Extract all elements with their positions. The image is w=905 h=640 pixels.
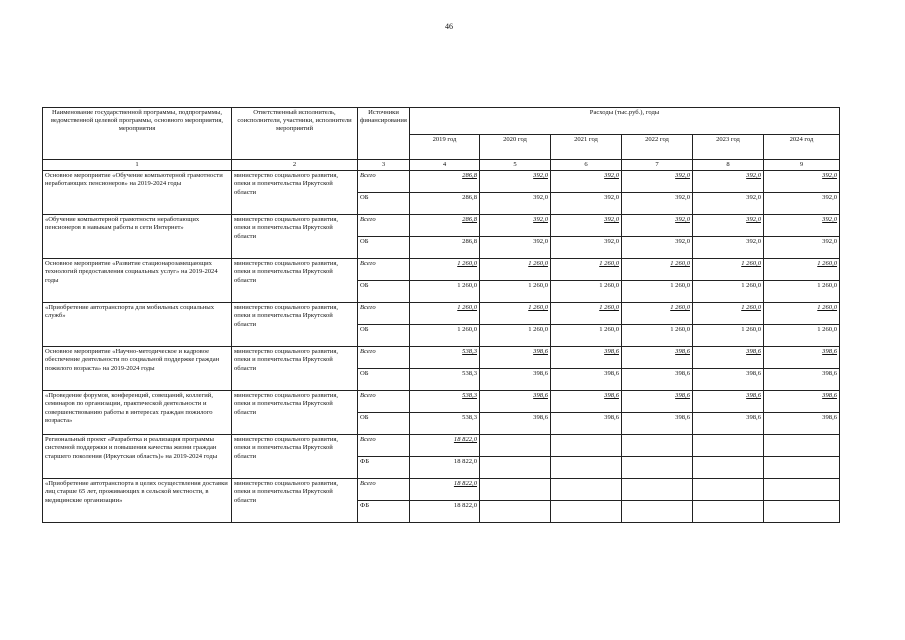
total-label: Всего xyxy=(358,259,410,281)
header-year: 2022 год xyxy=(622,135,693,160)
source-value xyxy=(693,457,764,479)
total-value: 392,0 xyxy=(693,171,764,193)
source-value xyxy=(693,501,764,523)
source-value xyxy=(764,457,840,479)
event-name: Региональный проект «Разработка и реализация программы системной поддержки и повышения качества жизни граждан старшего поколения (Иркутская область)» на 2019-2024 годы xyxy=(43,435,232,479)
responsible-executor: министерство социального развития, опеки и попечительства Иркутской области xyxy=(232,391,358,435)
total-value: 392,0 xyxy=(622,171,693,193)
source-value: 286,8 xyxy=(410,237,480,259)
total-value: 398,6 xyxy=(622,347,693,369)
column-number: 8 xyxy=(693,160,764,171)
responsible-executor: министерство социального развития, опеки и попечительства Иркутской области xyxy=(232,347,358,391)
source-value: 392,0 xyxy=(480,193,551,215)
source-value: 538,3 xyxy=(410,369,480,391)
total-label: Всего xyxy=(358,215,410,237)
total-value: 1 260,0 xyxy=(410,303,480,325)
event-name: Основное мероприятие «Развитие стационарозамещающих технологий предоставления социальных услуг» на 2019-2024 годы xyxy=(43,259,232,303)
total-value: 392,0 xyxy=(764,171,840,193)
table-row xyxy=(43,303,840,325)
column-number: 7 xyxy=(622,160,693,171)
budget-table xyxy=(42,107,840,523)
source-value xyxy=(480,457,551,479)
responsible-executor: министерство социального развития, опеки и попечительства Иркутской области xyxy=(232,171,358,215)
total-value: 538,3 xyxy=(410,391,480,413)
total-value: 392,0 xyxy=(764,215,840,237)
source-value: 398,6 xyxy=(764,369,840,391)
source-label: ОБ xyxy=(358,237,410,259)
column-number: 3 xyxy=(358,160,410,171)
source-value: 1 260,0 xyxy=(410,325,480,347)
total-value: 392,0 xyxy=(480,171,551,193)
responsible-executor: министерство социального развития, опеки и попечительства Иркутской области xyxy=(232,479,358,523)
column-number: 6 xyxy=(551,160,622,171)
column-number: 4 xyxy=(410,160,480,171)
total-value: 1 260,0 xyxy=(551,259,622,281)
total-value xyxy=(693,435,764,457)
source-value: 538,3 xyxy=(410,413,480,435)
header-year: 2019 год xyxy=(410,135,480,160)
source-value: 1 260,0 xyxy=(551,325,622,347)
total-value xyxy=(764,479,840,501)
column-number: 9 xyxy=(764,160,840,171)
total-value xyxy=(693,479,764,501)
source-value xyxy=(551,457,622,479)
table-row xyxy=(43,479,840,501)
source-value xyxy=(622,457,693,479)
total-value: 398,6 xyxy=(551,391,622,413)
total-label: Всего xyxy=(358,479,410,501)
source-value: 392,0 xyxy=(764,237,840,259)
total-value xyxy=(551,435,622,457)
total-value: 18 822,0 xyxy=(410,435,480,457)
header-year: 2021 год xyxy=(551,135,622,160)
total-value: 1 260,0 xyxy=(764,259,840,281)
source-value: 1 260,0 xyxy=(764,281,840,303)
total-value: 398,6 xyxy=(622,391,693,413)
source-value xyxy=(551,501,622,523)
total-value: 392,0 xyxy=(693,215,764,237)
source-value xyxy=(764,501,840,523)
source-value: 18 822,0 xyxy=(410,457,480,479)
responsible-executor: министерство социального развития, опеки и попечительства Иркутской области xyxy=(232,215,358,259)
source-value: 398,6 xyxy=(622,413,693,435)
header-year: 2024 год xyxy=(764,135,840,160)
source-value xyxy=(622,501,693,523)
event-name: Основное мероприятие «Обучение компьютерной грамотности неработающих пенсионеров» на 2019-2024 годы xyxy=(43,171,232,215)
source-value: 392,0 xyxy=(622,237,693,259)
total-label: Всего xyxy=(358,391,410,413)
header-year: 2020 год xyxy=(480,135,551,160)
source-value: 398,6 xyxy=(693,413,764,435)
responsible-executor: министерство социального развития, опеки и попечительства Иркутской области xyxy=(232,303,358,347)
total-value: 398,6 xyxy=(764,391,840,413)
source-label: ФБ xyxy=(358,457,410,479)
total-value: 392,0 xyxy=(480,215,551,237)
table-row xyxy=(43,215,840,237)
source-value: 286,8 xyxy=(410,193,480,215)
source-label: ОБ xyxy=(358,281,410,303)
source-value: 1 260,0 xyxy=(764,325,840,347)
event-name: Основное мероприятие «Научно-методическое и кадровое обеспечение деятельности по социальной поддержке граждан пожилого возраста» на 2019-2024 годы xyxy=(43,347,232,391)
total-label: Всего xyxy=(358,303,410,325)
page-number: 46 xyxy=(445,22,453,31)
source-value: 1 260,0 xyxy=(622,325,693,347)
source-value: 392,0 xyxy=(480,237,551,259)
source-value: 392,0 xyxy=(764,193,840,215)
source-value: 392,0 xyxy=(551,237,622,259)
total-value xyxy=(551,479,622,501)
total-value: 1 260,0 xyxy=(410,259,480,281)
total-label: Всего xyxy=(358,347,410,369)
source-value: 398,6 xyxy=(551,369,622,391)
column-number: 2 xyxy=(232,160,358,171)
source-value: 398,6 xyxy=(764,413,840,435)
total-value: 286,8 xyxy=(410,215,480,237)
total-value xyxy=(764,435,840,457)
total-value: 1 260,0 xyxy=(693,259,764,281)
responsible-executor: министерство социального развития, опеки и попечительства Иркутской области xyxy=(232,435,358,479)
total-value: 1 260,0 xyxy=(480,303,551,325)
header-sources: Источники финансирования xyxy=(358,108,410,160)
source-value: 392,0 xyxy=(693,193,764,215)
responsible-executor: министерство социального развития, опеки и попечительства Иркутской области xyxy=(232,259,358,303)
source-label: ОБ xyxy=(358,325,410,347)
source-label: ОБ xyxy=(358,193,410,215)
total-value: 398,6 xyxy=(480,391,551,413)
source-value: 1 260,0 xyxy=(693,325,764,347)
total-value: 1 260,0 xyxy=(551,303,622,325)
total-value xyxy=(480,435,551,457)
total-value: 392,0 xyxy=(551,171,622,193)
event-name: «Обучение компьютерной грамотности неработающих пенсионеров в навыкам работы в сети Интернет» xyxy=(43,215,232,259)
total-label: Всего xyxy=(358,171,410,193)
source-value: 18 822,0 xyxy=(410,501,480,523)
total-value: 1 260,0 xyxy=(622,303,693,325)
source-value: 392,0 xyxy=(551,193,622,215)
header-expenses: Расходы (тыс.руб.), годы xyxy=(410,108,840,135)
column-number: 1 xyxy=(43,160,232,171)
column-number: 5 xyxy=(480,160,551,171)
total-value: 392,0 xyxy=(551,215,622,237)
source-value: 392,0 xyxy=(693,237,764,259)
total-value: 1 260,0 xyxy=(622,259,693,281)
total-value: 286,8 xyxy=(410,171,480,193)
total-value xyxy=(622,479,693,501)
header-name: Наименование государственной программы, подпрограммы, ведомственной целевой программы, основного мероприятия, мероприятия xyxy=(43,108,232,160)
source-value: 398,6 xyxy=(480,369,551,391)
table-row xyxy=(43,347,840,369)
source-value: 398,6 xyxy=(480,413,551,435)
total-value: 398,6 xyxy=(764,347,840,369)
source-value xyxy=(480,501,551,523)
source-value: 1 260,0 xyxy=(551,281,622,303)
total-value: 398,6 xyxy=(551,347,622,369)
source-value: 1 260,0 xyxy=(410,281,480,303)
total-value: 398,6 xyxy=(480,347,551,369)
source-label: ОБ xyxy=(358,413,410,435)
source-label: ФБ xyxy=(358,501,410,523)
total-value: 1 260,0 xyxy=(764,303,840,325)
event-name: «Приобретение автотранспорта для мобильных социальных служб» xyxy=(43,303,232,347)
total-value xyxy=(622,435,693,457)
source-value: 1 260,0 xyxy=(693,281,764,303)
total-value: 398,6 xyxy=(693,347,764,369)
total-value xyxy=(480,479,551,501)
source-value: 1 260,0 xyxy=(622,281,693,303)
event-name: «Приобретение автотранспорта в целях осуществления доставки лиц старше 65 лет, проживающих в сельской местности, в медицинские организации» xyxy=(43,479,232,523)
event-name: «Проведение форумов, конференций, совещаний, коллегий, семинаров по организации, практической деятельности и совершенствованию работы в интересах граждан пожилого возраста» xyxy=(43,391,232,435)
header-year: 2023 год xyxy=(693,135,764,160)
total-value: 1 260,0 xyxy=(693,303,764,325)
source-value: 398,6 xyxy=(693,369,764,391)
source-value: 392,0 xyxy=(622,193,693,215)
total-label: Всего xyxy=(358,435,410,457)
source-value: 398,6 xyxy=(551,413,622,435)
table-row xyxy=(43,259,840,281)
total-value: 538,3 xyxy=(410,347,480,369)
total-value: 1 260,0 xyxy=(480,259,551,281)
table-row xyxy=(43,171,840,193)
table-row xyxy=(43,435,840,457)
table-row xyxy=(43,391,840,413)
source-value: 1 260,0 xyxy=(480,281,551,303)
source-value: 398,6 xyxy=(622,369,693,391)
total-value: 18 822,0 xyxy=(410,479,480,501)
total-value: 398,6 xyxy=(693,391,764,413)
header-responsible: Ответственный исполнитель, соисполнители, участники, исполнители мероприятий xyxy=(232,108,358,160)
total-value: 392,0 xyxy=(622,215,693,237)
source-value: 1 260,0 xyxy=(480,325,551,347)
source-label: ОБ xyxy=(358,369,410,391)
